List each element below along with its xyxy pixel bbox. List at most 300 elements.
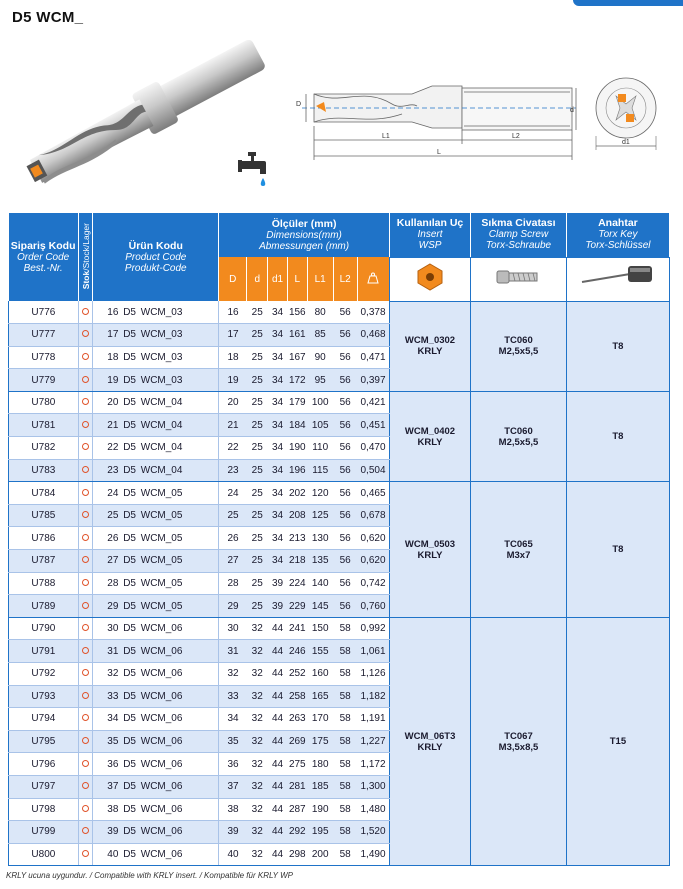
dim-d1-cell: 34	[268, 504, 288, 527]
in-stock-circle-icon	[82, 760, 89, 767]
dim-d1-cell: 34	[268, 527, 288, 550]
order-code-cell: U797	[9, 775, 79, 798]
weight-cell: 1,191	[357, 708, 389, 731]
dim-L1-cell: 175	[307, 730, 333, 753]
dim-L2-cell: 56	[333, 572, 357, 595]
product-code-cell: 29 D5 WCM_05	[93, 595, 219, 618]
dim-L2-cell: 56	[333, 301, 357, 324]
insert-icon	[415, 262, 445, 292]
insert-group-cell: WCM_0302 KRLY	[389, 301, 470, 391]
torx-key-group-cell: T8	[566, 391, 669, 481]
dim-L-cell: 258	[287, 685, 307, 708]
dim-d1-cell: 34	[268, 482, 288, 505]
product-table	[8, 213, 670, 866]
dim-L1-cell: 195	[307, 821, 333, 844]
in-stock-circle-icon	[82, 782, 89, 789]
dim-L1-cell: 190	[307, 798, 333, 821]
dim-L2-cell: 58	[333, 843, 357, 866]
weight-cell: 0,468	[357, 324, 389, 347]
product-code-cell: 31 D5 WCM_06	[93, 640, 219, 663]
product-code-cell: 39 D5 WCM_06	[93, 821, 219, 844]
dim-d-cell: 25	[247, 301, 268, 324]
dim-L2-cell: 56	[333, 437, 357, 460]
product-code-cell: 22 D5 WCM_04	[93, 437, 219, 460]
header-stock: Stok/Stock/Lager	[78, 213, 93, 301]
page-title: D5 WCM_	[12, 9, 84, 26]
dim-label-d1: d1	[622, 139, 630, 146]
order-code-cell: U780	[9, 391, 79, 414]
dim-D-cell: 17	[219, 324, 247, 347]
stock-cell	[78, 640, 93, 663]
dim-header-D: D	[219, 257, 247, 301]
table-row	[9, 391, 670, 414]
header-insert: Kullanılan Uç Insert WSP	[389, 213, 470, 257]
dim-L-cell: 213	[287, 527, 307, 550]
weight-cell: 1,182	[357, 685, 389, 708]
dim-L-cell: 184	[287, 414, 307, 437]
order-code-cell: U794	[9, 708, 79, 731]
header-order-code: Sipariş Kodu Order Code Best.-Nr.	[9, 213, 79, 301]
dim-L2-cell: 58	[333, 640, 357, 663]
dim-label-d: d	[570, 107, 574, 114]
stock-cell	[78, 572, 93, 595]
dim-d1-cell: 44	[268, 843, 288, 866]
dim-L-cell: 281	[287, 775, 307, 798]
weight-cell: 1,490	[357, 843, 389, 866]
dim-label-L1: L1	[382, 133, 390, 140]
dim-L2-cell: 56	[333, 346, 357, 369]
dim-d1-cell: 34	[268, 391, 288, 414]
dim-d-cell: 25	[247, 550, 268, 573]
weight-cell: 1,480	[357, 798, 389, 821]
order-code-cell: U795	[9, 730, 79, 753]
dim-D-cell: 34	[219, 708, 247, 731]
stock-cell	[78, 459, 93, 482]
torx-key-group-cell: T15	[566, 617, 669, 866]
weight-cell: 0,421	[357, 391, 389, 414]
dim-D-cell: 16	[219, 301, 247, 324]
dim-d1-cell: 34	[268, 369, 288, 392]
dim-d-cell: 32	[247, 798, 268, 821]
dim-L2-cell: 58	[333, 798, 357, 821]
product-code-cell: 18 D5 WCM_03	[93, 346, 219, 369]
order-code-cell: U792	[9, 663, 79, 686]
dim-L2-cell: 56	[333, 504, 357, 527]
order-code-cell: U791	[9, 640, 79, 663]
order-code-cell: U799	[9, 821, 79, 844]
dim-D-cell: 22	[219, 437, 247, 460]
torx-key-image	[566, 257, 669, 301]
dim-L1-cell: 115	[307, 459, 333, 482]
order-code-cell: U793	[9, 685, 79, 708]
dim-L-cell: 218	[287, 550, 307, 573]
dim-L2-cell: 56	[333, 459, 357, 482]
dim-header-d: d	[247, 257, 268, 301]
dim-L2-cell: 56	[333, 482, 357, 505]
dim-L1-cell: 95	[307, 369, 333, 392]
dim-label-L: L	[437, 149, 441, 156]
dim-D-cell: 23	[219, 459, 247, 482]
weight-cell: 0,471	[357, 346, 389, 369]
table-row	[9, 301, 670, 324]
dim-L1-cell: 160	[307, 663, 333, 686]
torx-key-group-cell: T8	[566, 301, 669, 391]
dim-d1-cell: 44	[268, 753, 288, 776]
dim-D-cell: 32	[219, 663, 247, 686]
dim-L-cell: 202	[287, 482, 307, 505]
dim-d-cell: 32	[247, 640, 268, 663]
weight-cell: 0,620	[357, 550, 389, 573]
order-code-cell: U800	[9, 843, 79, 866]
dim-D-cell: 33	[219, 685, 247, 708]
dim-L2-cell: 58	[333, 775, 357, 798]
weight-cell: 0,378	[357, 301, 389, 324]
in-stock-circle-icon	[82, 714, 89, 721]
order-code-cell: U777	[9, 324, 79, 347]
dim-L1-cell: 165	[307, 685, 333, 708]
dim-D-cell: 19	[219, 369, 247, 392]
dim-d1-cell: 34	[268, 346, 288, 369]
dim-L-cell: 241	[287, 617, 307, 640]
dim-L-cell: 179	[287, 391, 307, 414]
product-code-cell: 25 D5 WCM_05	[93, 504, 219, 527]
header-clamp-screw: Sıkma Civatası Clamp Screw Torx-Schraube	[471, 213, 567, 257]
dim-d-cell: 25	[247, 527, 268, 550]
dim-L-cell: 263	[287, 708, 307, 731]
stock-cell	[78, 617, 93, 640]
order-code-cell: U785	[9, 504, 79, 527]
weight-cell: 0,465	[357, 482, 389, 505]
dim-d-cell: 25	[247, 482, 268, 505]
dim-d-cell: 25	[247, 437, 268, 460]
stock-cell	[78, 821, 93, 844]
dim-d-cell: 32	[247, 685, 268, 708]
dim-L1-cell: 150	[307, 617, 333, 640]
in-stock-circle-icon	[82, 602, 89, 609]
insert-image	[389, 257, 470, 301]
dim-L-cell: 190	[287, 437, 307, 460]
clamp-screw-group-cell: TC065 M3x7	[471, 482, 567, 618]
dim-L1-cell: 105	[307, 414, 333, 437]
weight-cell: 0,742	[357, 572, 389, 595]
product-code-cell: 37 D5 WCM_06	[93, 775, 219, 798]
in-stock-circle-icon	[82, 398, 89, 405]
dim-D-cell: 29	[219, 595, 247, 618]
product-code-cell: 19 D5 WCM_03	[93, 369, 219, 392]
dim-d-cell: 32	[247, 775, 268, 798]
dim-d1-cell: 34	[268, 459, 288, 482]
product-code-cell: 23 D5 WCM_04	[93, 459, 219, 482]
order-code-cell: U789	[9, 595, 79, 618]
technical-drawing	[292, 66, 578, 166]
clamp-screw-group-cell: TC067 M3,5x8,5	[471, 617, 567, 866]
header-torx-key: Anahtar Torx Key Torx-Schlüssel	[566, 213, 669, 257]
order-code-cell: U784	[9, 482, 79, 505]
dim-L-cell: 161	[287, 324, 307, 347]
stock-cell	[78, 685, 93, 708]
stock-cell	[78, 730, 93, 753]
dim-D-cell: 38	[219, 798, 247, 821]
dim-D-cell: 30	[219, 617, 247, 640]
dim-L2-cell: 58	[333, 617, 357, 640]
product-code-cell: 32 D5 WCM_06	[93, 663, 219, 686]
dim-d1-cell: 44	[268, 775, 288, 798]
in-stock-circle-icon	[82, 376, 89, 383]
weight-cell: 0,760	[357, 595, 389, 618]
dim-D-cell: 24	[219, 482, 247, 505]
dim-L1-cell: 120	[307, 482, 333, 505]
in-stock-circle-icon	[82, 827, 89, 834]
stock-cell	[78, 504, 93, 527]
in-stock-circle-icon	[82, 443, 89, 450]
stock-cell	[78, 324, 93, 347]
dim-L-cell: 167	[287, 346, 307, 369]
table-row	[9, 482, 670, 505]
weight-cell: 0,992	[357, 617, 389, 640]
dim-D-cell: 18	[219, 346, 247, 369]
header-product-code: Ürün Kodu Product Code Produkt-Code	[93, 213, 219, 301]
dim-L2-cell: 56	[333, 391, 357, 414]
torx-key-group-cell: T8	[566, 482, 669, 618]
stock-cell	[78, 595, 93, 618]
dim-d-cell: 32	[247, 663, 268, 686]
dim-L1-cell: 85	[307, 324, 333, 347]
weight-cell: 0,397	[357, 369, 389, 392]
order-code-cell: U778	[9, 346, 79, 369]
dim-L-cell: 229	[287, 595, 307, 618]
in-stock-circle-icon	[82, 556, 89, 563]
clamp-screw-group-cell: TC060 M2,5x5,5	[471, 391, 567, 481]
dim-L1-cell: 110	[307, 437, 333, 460]
dim-L-cell: 224	[287, 572, 307, 595]
dim-L1-cell: 180	[307, 753, 333, 776]
product-code-cell: 27 D5 WCM_05	[93, 550, 219, 573]
dim-d1-cell: 34	[268, 301, 288, 324]
dim-L2-cell: 58	[333, 821, 357, 844]
dim-d1-cell: 34	[268, 550, 288, 573]
weight-cell: 0,451	[357, 414, 389, 437]
stock-cell	[78, 708, 93, 731]
stock-cell	[78, 753, 93, 776]
drill-end-view	[592, 74, 664, 158]
coolant-faucet-icon	[236, 150, 276, 192]
in-stock-circle-icon	[82, 624, 89, 631]
dim-d1-cell: 39	[268, 572, 288, 595]
dim-d1-cell: 44	[268, 640, 288, 663]
dim-d-cell: 32	[247, 753, 268, 776]
dim-d-cell: 25	[247, 572, 268, 595]
dim-L1-cell: 135	[307, 550, 333, 573]
dim-L-cell: 246	[287, 640, 307, 663]
insert-group-cell: WCM_06T3 KRLY	[389, 617, 470, 866]
torx-key-icon	[578, 262, 658, 292]
dim-d-cell: 25	[247, 504, 268, 527]
dim-L-cell: 156	[287, 301, 307, 324]
dim-L-cell: 275	[287, 753, 307, 776]
dim-L2-cell: 58	[333, 753, 357, 776]
dim-D-cell: 26	[219, 527, 247, 550]
dim-d-cell: 32	[247, 843, 268, 866]
in-stock-circle-icon	[82, 330, 89, 337]
dim-D-cell: 28	[219, 572, 247, 595]
dim-L-cell: 287	[287, 798, 307, 821]
dim-D-cell: 21	[219, 414, 247, 437]
insert-group-cell: WCM_0503 KRLY	[389, 482, 470, 618]
dim-d1-cell: 39	[268, 595, 288, 618]
in-stock-circle-icon	[82, 669, 89, 676]
dim-L-cell: 208	[287, 504, 307, 527]
dim-L2-cell: 58	[333, 685, 357, 708]
weight-cell: 0,678	[357, 504, 389, 527]
weight-cell: 1,172	[357, 753, 389, 776]
dim-L1-cell: 155	[307, 640, 333, 663]
dim-D-cell: 37	[219, 775, 247, 798]
dim-L2-cell: 58	[333, 708, 357, 731]
stock-cell	[78, 437, 93, 460]
order-code-cell: U786	[9, 527, 79, 550]
dim-L-cell: 269	[287, 730, 307, 753]
in-stock-circle-icon	[82, 421, 89, 428]
weight-cell: 1,061	[357, 640, 389, 663]
in-stock-circle-icon	[82, 737, 89, 744]
dim-d1-cell: 44	[268, 708, 288, 731]
dim-L-cell: 292	[287, 821, 307, 844]
dim-d-cell: 25	[247, 459, 268, 482]
in-stock-circle-icon	[82, 534, 89, 541]
dim-header-L: L	[287, 257, 307, 301]
dim-L1-cell: 100	[307, 391, 333, 414]
dim-d1-cell: 34	[268, 324, 288, 347]
weight-cell: 1,520	[357, 821, 389, 844]
dim-L-cell: 196	[287, 459, 307, 482]
dim-d1-cell: 44	[268, 617, 288, 640]
dim-L-cell: 252	[287, 663, 307, 686]
dim-L1-cell: 80	[307, 301, 333, 324]
dim-d-cell: 32	[247, 617, 268, 640]
dim-d-cell: 32	[247, 821, 268, 844]
dim-L2-cell: 58	[333, 730, 357, 753]
weight-cell: 1,300	[357, 775, 389, 798]
dim-label-L2: L2	[512, 133, 520, 140]
dim-d-cell: 25	[247, 414, 268, 437]
weight-cell: 0,470	[357, 437, 389, 460]
product-code-cell: 16 D5 WCM_03	[93, 301, 219, 324]
order-code-cell: U787	[9, 550, 79, 573]
stock-cell	[78, 550, 93, 573]
clamp-screw-group-cell: TC060 M2,5x5,5	[471, 301, 567, 391]
product-code-cell: 20 D5 WCM_04	[93, 391, 219, 414]
dim-L-cell: 298	[287, 843, 307, 866]
dim-L1-cell: 145	[307, 595, 333, 618]
dim-d-cell: 25	[247, 346, 268, 369]
product-code-cell: 26 D5 WCM_05	[93, 527, 219, 550]
dim-L-cell: 172	[287, 369, 307, 392]
product-code-cell: 28 D5 WCM_05	[93, 572, 219, 595]
table-row	[9, 617, 670, 640]
weight-kg-icon	[367, 272, 379, 284]
dim-L2-cell: 56	[333, 414, 357, 437]
dim-d1-cell: 34	[268, 414, 288, 437]
dim-D-cell: 25	[219, 504, 247, 527]
dim-L2-cell: 58	[333, 663, 357, 686]
order-code-cell: U781	[9, 414, 79, 437]
dim-L2-cell: 56	[333, 595, 357, 618]
stock-cell	[78, 663, 93, 686]
dim-D-cell: 39	[219, 821, 247, 844]
dim-d-cell: 32	[247, 730, 268, 753]
dim-d1-cell: 34	[268, 437, 288, 460]
product-code-cell: 17 D5 WCM_03	[93, 324, 219, 347]
dim-d1-cell: 44	[268, 663, 288, 686]
product-code-cell: 38 D5 WCM_06	[93, 798, 219, 821]
stock-cell	[78, 527, 93, 550]
dim-D-cell: 36	[219, 753, 247, 776]
dim-header-L1: L1	[307, 257, 333, 301]
order-code-cell: U782	[9, 437, 79, 460]
product-code-cell: 34 D5 WCM_06	[93, 708, 219, 731]
product-code-cell: 30 D5 WCM_06	[93, 617, 219, 640]
weight-cell: 0,620	[357, 527, 389, 550]
dim-d1-cell: 44	[268, 685, 288, 708]
dim-d-cell: 25	[247, 391, 268, 414]
dim-L1-cell: 140	[307, 572, 333, 595]
dim-label-D: D	[296, 101, 302, 108]
in-stock-circle-icon	[82, 850, 89, 857]
dim-L1-cell: 125	[307, 504, 333, 527]
in-stock-circle-icon	[82, 511, 89, 518]
stock-cell	[78, 301, 93, 324]
dim-L1-cell: 90	[307, 346, 333, 369]
stock-cell	[78, 775, 93, 798]
dim-d1-cell: 44	[268, 730, 288, 753]
insert-group-cell: WCM_0402 KRLY	[389, 391, 470, 481]
in-stock-circle-icon	[82, 692, 89, 699]
order-code-cell: U788	[9, 572, 79, 595]
dim-header-L2: L2	[333, 257, 357, 301]
stock-cell	[78, 391, 93, 414]
dim-D-cell: 35	[219, 730, 247, 753]
dim-L1-cell: 170	[307, 708, 333, 731]
stock-cell	[78, 798, 93, 821]
dim-D-cell: 27	[219, 550, 247, 573]
weight-cell: 1,227	[357, 730, 389, 753]
dim-d-cell: 32	[247, 708, 268, 731]
dim-d-cell: 25	[247, 369, 268, 392]
table-body	[9, 301, 670, 866]
dim-L1-cell: 130	[307, 527, 333, 550]
drill-photo	[12, 40, 274, 190]
order-code-cell: U796	[9, 753, 79, 776]
product-code-cell: 36 D5 WCM_06	[93, 753, 219, 776]
stock-cell	[78, 414, 93, 437]
product-code-cell: 33 D5 WCM_06	[93, 685, 219, 708]
in-stock-circle-icon	[82, 489, 89, 496]
stock-cell	[78, 369, 93, 392]
in-stock-circle-icon	[82, 579, 89, 586]
dim-d-cell: 25	[247, 324, 268, 347]
in-stock-circle-icon	[82, 308, 89, 315]
dim-L2-cell: 56	[333, 550, 357, 573]
dim-header-d1: d1	[268, 257, 288, 301]
order-code-cell: U779	[9, 369, 79, 392]
header-dimensions: Ölçüler (mm) Dimensions(mm) Abmessungen (mm)	[219, 213, 390, 257]
weight-cell: 0,504	[357, 459, 389, 482]
dim-L2-cell: 56	[333, 527, 357, 550]
clamp-screw-image	[471, 257, 567, 301]
stock-cell	[78, 843, 93, 866]
in-stock-circle-icon	[82, 353, 89, 360]
dim-L2-cell: 56	[333, 324, 357, 347]
